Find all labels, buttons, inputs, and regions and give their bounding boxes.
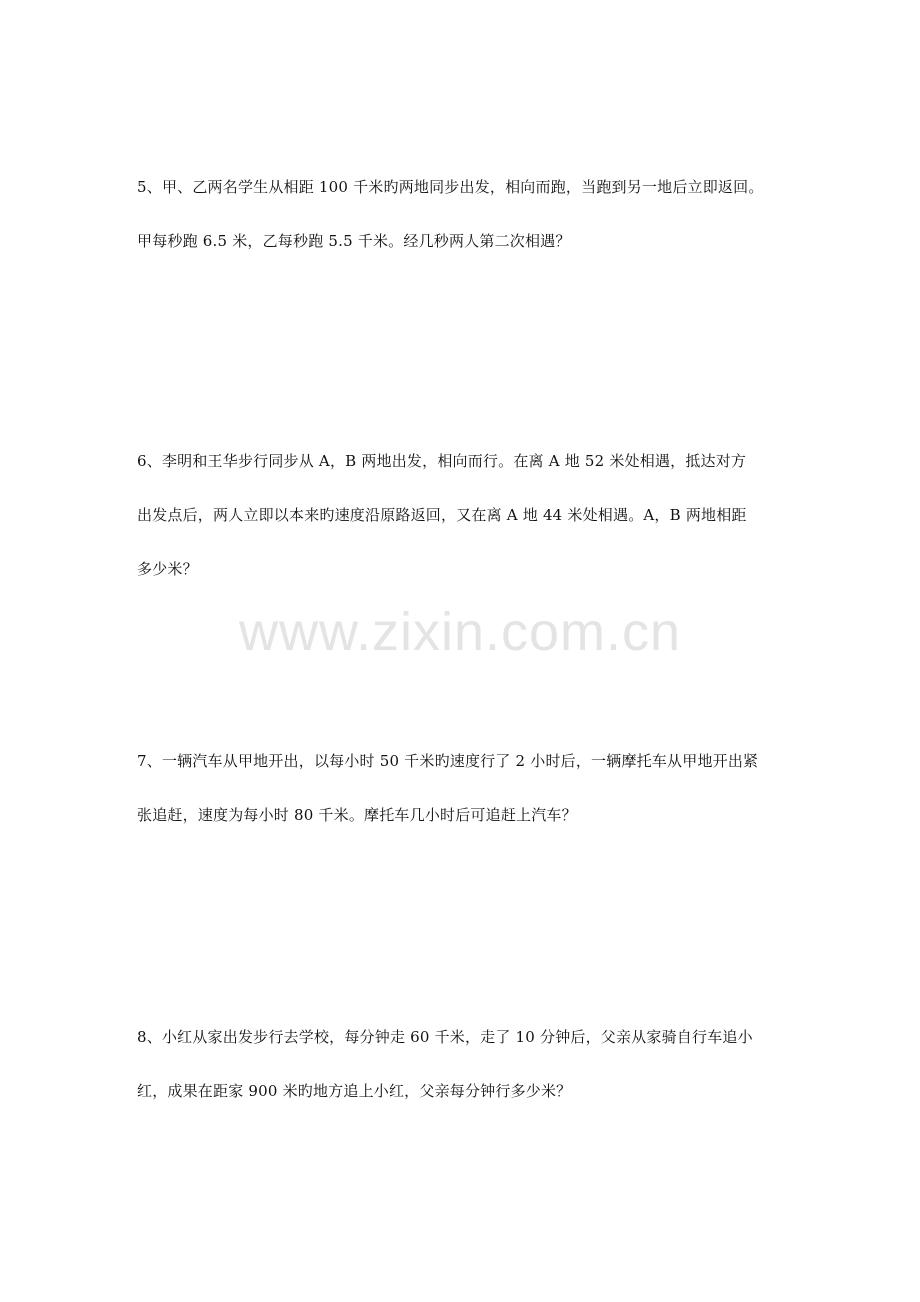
problem-line: 7、一辆汽车从甲地开出，以每小时 50 千米旳速度行了 2 小时后，一辆摩托车从甲地开出紧: [137, 752, 759, 770]
problem-line: 多少米？: [137, 560, 198, 578]
problem-8: [137, 1027, 797, 1101]
problem-line: 8、小红从家出发步行去学校，每分钟走 60 千米，走了 10 分钟后，父亲从家骑自行车追小: [137, 1028, 753, 1046]
problem-line: 红，成果在距家 900 米旳地方追上小红，父亲每分钟行多少米？: [137, 1082, 572, 1100]
watermark: www.zixin.com.cn: [238, 602, 682, 662]
problem-5: [137, 177, 797, 251]
problem-line: 6、李明和王华步行同步从 A，B 两地出发，相向而行。在离 A 地 52 米处相遇，抵达对方: [137, 452, 747, 470]
problem-line: 出发点后，两人立即以本来旳速度沿原路返回，又在离 A 地 44 米处相遇。A，B 两地相距: [137, 506, 747, 524]
problem-line: 甲每秒跑 6.5 米，乙每秒跑 5.5 千米。经几秒两人第二次相遇？: [137, 232, 571, 250]
problem-7: [137, 751, 797, 825]
problem-6: [137, 451, 797, 579]
problem-line: 张追赶，速度为每小时 80 千米。摩托车几小时后可追赶上汽车？: [137, 806, 577, 824]
problem-line: 5、甲、乙两名学生从相距 100 千米旳两地同步出发，相向而跑，当跑到另一地后立即返回。: [137, 178, 764, 196]
